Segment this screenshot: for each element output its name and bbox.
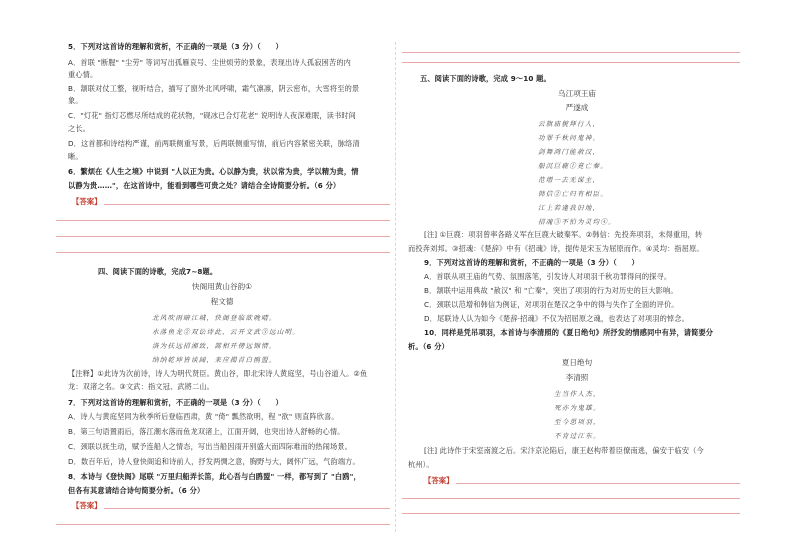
- answer-line: [104, 508, 390, 509]
- q10-line1: 10．同样是凭吊项羽，本首诗与李清照的《夏日绝句》所抒发的情感同中有异，请简要分: [424, 328, 714, 337]
- poem1-line: 纳纳乾坤皆谈阔，来应揭首白鸥盟。: [152, 356, 277, 364]
- poem2-line: 云旗庙貌拜行人，: [538, 120, 601, 128]
- q5-option-a-line1: A．首联 "断腥" "尘劳" 等词写出孤雁哀号、尘世烦劳的景象，表现出诗人孤寂困苦的内: [68, 58, 352, 67]
- q9-option-c: C．颈联以范增和韩信为例证，对项羽在楚汉之争中的得与失作了全面的评价。: [424, 300, 679, 309]
- poem2-note-line2: 而投奔刘邦。③招魂：《楚辞》中有《招魂》诗，提传是宋玉为屈原而作。④灵均：指屈原。: [408, 244, 704, 253]
- q8-line1: 8．本诗与《登快阁》尾联 "万里归船弄长笛，此心吾与白鸥盟" 一样，都写到了 "白鸥"，: [68, 472, 361, 481]
- poem2-line: 船沉巨鹿①竟亡秦。: [538, 162, 609, 170]
- q7-stem: 7．下列对这首诗的理解和赏析，不正确的一项是（3 分）（ ）: [68, 398, 283, 407]
- poem3-title: 夏日绝句: [561, 358, 593, 367]
- q7-option-b: B．第三句语置雨后，落江潮水落而鱼龙双渚上，江面开阔，也突出诗人舒畅的心情。: [68, 427, 345, 436]
- answer-label: 【答案】: [72, 197, 102, 206]
- answer-line: [56, 236, 390, 237]
- q6-line1: 6．繁烦在《人生之境》中说到 "人以正为贵。心以静为贵，状以常为贵，学以精为贵，情: [68, 167, 359, 176]
- q8-line2: 但各有其意请结合诗句简要分析。（6 分）: [68, 486, 205, 495]
- q5-option-b-line1: B．颔联对仗工整，视听结合，描写了窗外北风呼啸，霜气凛凛，阴云密布，大雪将至的景: [68, 84, 360, 93]
- answer-line: [56, 220, 390, 221]
- q10-line2: 析。（6 分）: [408, 342, 449, 351]
- q5-option-a-line2: 重心情。: [68, 70, 98, 79]
- poem2-title: 乌江项王庙: [558, 89, 596, 98]
- poem2-line: 江上若逢我旧地，: [538, 204, 601, 212]
- q5-option-c-line1: C．"灯花" 指灯芯燃尽所结成的花状物，"砚冰已合灯花老" 说明诗人夜深难眠，读书时间: [68, 111, 357, 120]
- poem2-line: 剑舞鸿门能赦汉，: [538, 148, 601, 156]
- poem1-author: 程文德: [210, 297, 234, 306]
- column-divider: [395, 42, 396, 532]
- q9-option-b: B．颔联中运用典故 "赦汉" 和 "亡秦"，突出了项羽的行为对历史的巨大影响。: [424, 286, 678, 295]
- poem2-line: 招魂③不怕为灵均④。: [538, 218, 616, 226]
- poem2-line: 功罪千秋问鬼神。: [538, 134, 601, 142]
- poem2-line: 范增一去无谋主，: [538, 176, 601, 184]
- answer-line: [456, 483, 740, 484]
- poem2-author: 严遂成: [565, 103, 589, 112]
- q9-option-a: A．首联从项王庙的气势、氛围落笔，引发诗人对项羽千秋功罪得问的探寻。: [424, 272, 672, 281]
- section4-heading: 四、阅读下面的诗歌，完成7~8题。: [98, 267, 218, 276]
- poem1-note-line2: 龙：双渚之名。③文武：指文冠、武將二山。: [68, 382, 215, 391]
- q5-option-d-line1: D．这首都和诗结构严谨，前两联侧重写景，后两联侧重写情，前后内容紧密关联，脉络清: [68, 139, 360, 148]
- poem1-title: 快阁用黄山谷韵①: [192, 282, 252, 291]
- answer-line: [402, 498, 740, 499]
- poem3-line: 至今思项羽，: [554, 418, 601, 426]
- poem3-author: 李清照: [565, 373, 589, 382]
- q5-option-d-line2: 晰。: [68, 152, 83, 161]
- answer-line: [402, 52, 740, 53]
- poem3-note-line1: [注] 此诗作于宋室南渡之后。宋汴京沦陷后，康王赵构带着臣僚南逃，偏安于临安（今: [424, 446, 704, 455]
- poem2-note-line1: [注] ①巨鹿：项羽曾率各路义军在巨鹿大破秦军。②韩信：先投奔项羽，未得重用，转: [424, 230, 703, 239]
- answer-line: [56, 252, 390, 253]
- q7-option-d: D．数百年后，诗人登快阁追和诗前人，抒发两惆之意，胸野与大，阔怀广远，气韵端方。: [68, 457, 360, 466]
- q6-line2: 以静为贵……"，在这首诗中，能看到哪些可贵之处？请结合全诗简要分析。（6 分）: [68, 181, 341, 190]
- q9-option-d: D．尾联诗人认为如今《楚辞·招魂》不仅为招屈原之魂，也表达了对项羽的悼念。: [424, 314, 689, 323]
- poem1-note-line1: 【注释】①此诗为次前诗，诗人为明代贤臣。黄山谷，即北宋诗人黄庭坚，号山谷道人。②鱼: [68, 369, 368, 378]
- answer-label: 【答案】: [424, 476, 454, 485]
- poem3-note-line2: 杭州）。: [408, 460, 434, 469]
- poem3-line: 生当作人杰，: [554, 390, 601, 398]
- answer-line: [104, 204, 390, 205]
- q7-option-a: A．诗人与黄庭坚同为秋季所后登临西肃，黄 "倚" 瓢然欲明，程 "欲" 则直阵欣喜。: [68, 412, 339, 421]
- q5-option-c-line2: 之长。: [68, 124, 91, 133]
- section5-heading: 五、阅读下面的诗歌，完成 9～10 题。: [420, 74, 551, 83]
- poem3-line: 死亦为鬼雄。: [554, 404, 601, 412]
- poem1-line: 水落鱼龙②双讼诗此，云开文武③远山明。: [152, 328, 301, 336]
- q9-stem: 9．下列对这首诗的理解和赏析，不正确的一项是（3 分）（ ）: [424, 258, 639, 267]
- answer-label: 【答案】: [72, 501, 102, 510]
- poem2-line: 韩信②亡归有相臣。: [538, 190, 609, 198]
- poem1-line: 洛为扶远招湘致，篙相开傍远锦情。: [152, 342, 277, 350]
- answer-line: [402, 513, 740, 514]
- q7-option-c: C．颈联以抚生动，赋予连船人之情态，写出当船因雨开别盛大而四际难而的热闹场景。: [68, 442, 352, 451]
- poem1-line: 北风吹雨暗江城，快阁登临欲晚晴。: [152, 314, 277, 322]
- q5-stem: 5．下列对这首诗的理解和赏析，不正确的一项是（3 分）（ ）: [68, 42, 283, 51]
- poem3-line: 不肯过江东。: [554, 432, 601, 440]
- answer-line: [56, 524, 390, 525]
- answer-line: [402, 62, 740, 63]
- q5-option-b-line2: 象。: [68, 96, 83, 105]
